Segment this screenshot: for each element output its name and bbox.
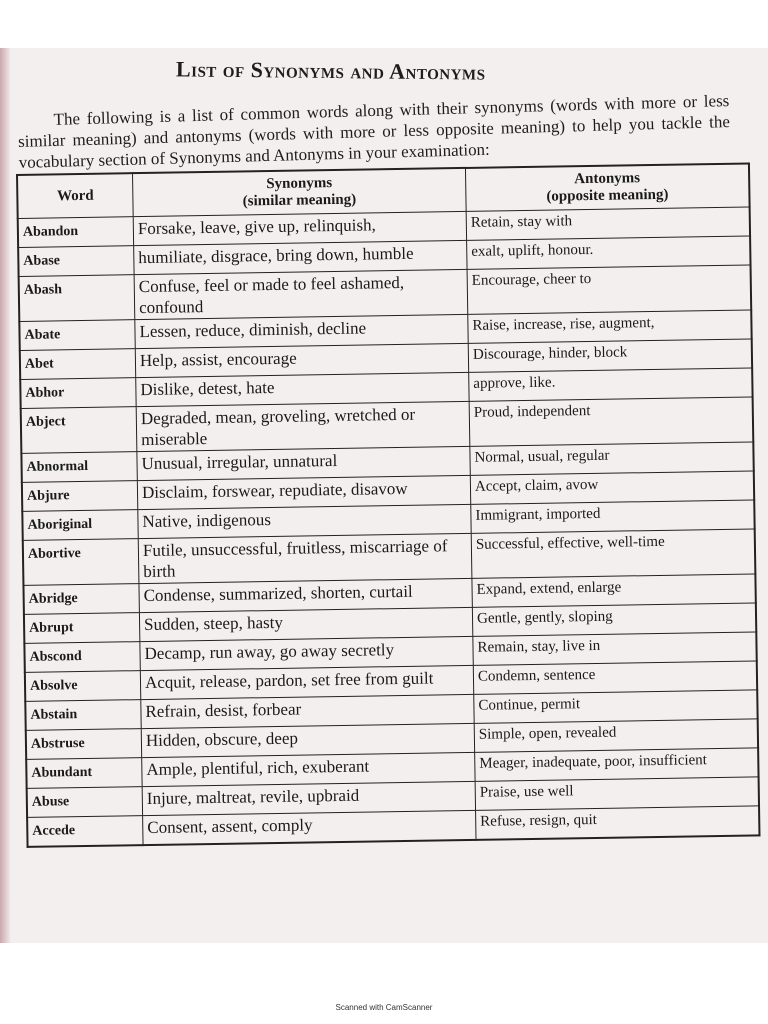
cell-synonyms: Hidden, obscure, deep — [141, 723, 474, 757]
cell-synonyms: Forsake, leave, give up, relinquish, — [133, 211, 466, 245]
header-synonyms-subtitle: (similar meaning) — [242, 191, 357, 210]
cell-antonyms: Gentle, gently, sloping — [472, 603, 756, 636]
page-title: List of Synonyms and Antonyms — [175, 56, 486, 85]
cell-antonyms: Immigrant, imported — [471, 500, 755, 533]
cell-word: Accede — [27, 816, 143, 847]
header-antonyms-subtitle: (opposite meaning) — [546, 186, 669, 205]
cell-antonyms: Refuse, resign, quit — [476, 806, 760, 840]
header-synonyms — [133, 168, 467, 217]
cell-antonyms: exalt, uplift, honour. — [467, 236, 751, 269]
cell-antonyms: Retain, stay with — [466, 207, 750, 240]
cell-word: Abridge — [23, 584, 139, 615]
cell-word: Abject — [21, 407, 137, 454]
cell-synonyms: Condense, summarized, shorten, curtail — [139, 578, 472, 612]
cell-word: Abase — [18, 246, 134, 277]
page-spine-shadow — [0, 48, 10, 943]
synonyms-antonyms-table — [16, 162, 760, 847]
cell-synonyms: Decamp, run away, go away secretly — [140, 636, 473, 670]
table-body — [18, 207, 760, 847]
cell-antonyms: approve, like. — [469, 368, 753, 401]
header-antonyms-title: Antonyms — [574, 170, 641, 188]
cell-antonyms: Meager, inadequate, poor, insufficient — [475, 748, 759, 781]
cell-word: Absolve — [25, 671, 141, 702]
cell-word: Abuse — [27, 787, 143, 818]
cell-antonyms: Continue, permit — [474, 690, 758, 723]
cell-antonyms: Praise, use well — [475, 777, 759, 810]
cell-word: Aboriginal — [22, 510, 138, 541]
cell-antonyms: Expand, extend, enlarge — [472, 574, 756, 607]
cell-antonyms: Proud, independent — [469, 397, 753, 446]
cell-word: Abandon — [18, 217, 134, 248]
cell-word: Abash — [19, 275, 135, 322]
cell-word: Abstruse — [26, 729, 142, 760]
cell-synonyms: Ample, plentiful, rich, exuberant — [142, 752, 475, 786]
cell-synonyms: Degraded, mean, groveling, wretched or miserable — [136, 401, 470, 451]
cell-word: Abortive — [23, 539, 139, 586]
cell-antonyms: Encourage, cheer to — [467, 265, 751, 314]
header-antonyms — [465, 163, 749, 211]
cell-synonyms: Futile, unsuccessful, fruitless, miscarriage of birth — [138, 533, 472, 583]
scanner-footer: Scanned with CamScanner — [335, 1003, 433, 1012]
cell-word: Abrupt — [24, 613, 140, 644]
cell-synonyms: Consent, assent, comply — [143, 810, 476, 845]
cell-antonyms: Normal, usual, regular — [470, 442, 754, 475]
cell-antonyms: Discourage, hinder, block — [468, 339, 752, 372]
cell-word: Abstain — [25, 700, 141, 731]
cell-synonyms: Native, indigenous — [138, 504, 471, 538]
header-synonyms-title: Synonyms — [266, 175, 333, 193]
intro-paragraph: The following is a list of common words along with their synonyms (words with more or less similar meaning) and antonyms (words with more or less opposite meaning) to help you tackle the vocabulary section of Synonyms and Antonyms in your examination: — [17, 91, 731, 172]
cell-synonyms: Acquit, release, pardon, set free from guilt — [140, 665, 473, 699]
cell-synonyms: Disclaim, forswear, repudiate, disavow — [137, 475, 470, 509]
cell-antonyms: Accept, claim, avow — [470, 471, 754, 504]
cell-antonyms: Remain, stay, live in — [473, 632, 757, 665]
cell-synonyms: Confuse, feel or made to feel ashamed, confound — [134, 269, 468, 319]
cell-word: Abnormal — [21, 452, 137, 483]
cell-synonyms: Refrain, desist, forbear — [141, 694, 474, 728]
cell-synonyms: Dislike, detest, hate — [136, 372, 469, 406]
cell-synonyms: humiliate, disgrace, bring down, humble — [134, 240, 467, 274]
cell-antonyms: Condemn, sentence — [473, 661, 757, 694]
cell-word: Abet — [20, 349, 136, 380]
cell-word: Abundant — [26, 758, 142, 789]
cell-synonyms: Injure, maltreat, revile, upbraid — [142, 781, 475, 815]
cell-word: Abhor — [20, 378, 136, 409]
cell-word: Abate — [19, 320, 135, 351]
cell-synonyms: Lessen, reduce, diminish, decline — [135, 314, 468, 348]
cell-synonyms: Sudden, steep, hasty — [139, 607, 472, 641]
cell-word: Abjure — [22, 481, 138, 512]
cell-antonyms: Raise, increase, rise, augment, — [468, 310, 752, 343]
synonyms-antonyms-table-wrapper — [16, 162, 760, 847]
book-page — [0, 48, 768, 943]
cell-antonyms: Simple, open, revealed — [474, 719, 758, 752]
cell-synonyms: Help, assist, encourage — [135, 343, 468, 377]
cell-synonyms: Unusual, irregular, unnatural — [137, 446, 470, 480]
cell-word: Abscond — [24, 642, 140, 673]
cell-antonyms: Successful, effective, well-time — [471, 529, 755, 578]
header-word: Word — [17, 173, 133, 218]
